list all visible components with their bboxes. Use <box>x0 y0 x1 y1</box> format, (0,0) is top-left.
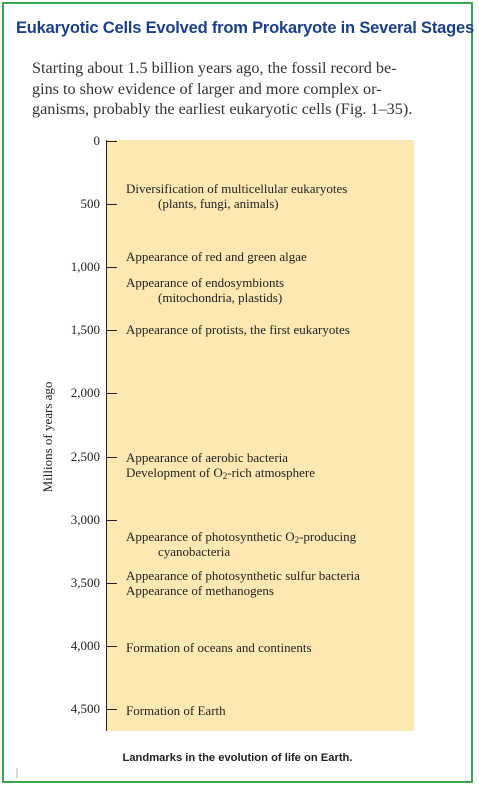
intro-line: Starting about 1.5 billion years ago, the fossil record be- <box>32 59 397 77</box>
axis-tick-label: 1,500 <box>70 322 100 337</box>
axis-tick <box>106 709 117 710</box>
event-label: Appearance of endosymbionts <box>126 275 285 290</box>
axis-tick-label: 2,000 <box>70 385 100 400</box>
timeline-event <box>126 568 360 583</box>
axis-tick <box>106 583 117 584</box>
axis-tick <box>106 520 117 521</box>
axis-tick <box>106 457 117 458</box>
axis-tick-label: 4,000 <box>70 638 100 653</box>
axis-tick-label: 3,500 <box>70 575 100 590</box>
event-label: Development of $O_2$-rich atmosphere <box>126 465 315 481</box>
timeline-event <box>126 703 226 718</box>
event-label: Appearance of photosynthetic sulfur bacteria <box>126 568 360 583</box>
event-label: Appearance of methanogens <box>126 583 274 598</box>
axis-tick-label: 4,500 <box>70 701 100 716</box>
event-sublabel: (plants, fungi, animals) <box>158 196 279 211</box>
timeline-event <box>126 249 307 264</box>
timeline-event <box>126 640 312 655</box>
event-label: Formation of Earth <box>126 703 226 718</box>
axis-tick <box>106 330 117 331</box>
event-label: Appearance of aerobic bacteria <box>126 450 289 465</box>
event-label: Appearance of red and green algae <box>126 249 307 264</box>
intro-paragraph <box>32 58 452 120</box>
axis-tick-label: 1,000 <box>70 259 100 274</box>
axis-tick-label: 3,000 <box>70 512 100 527</box>
axis-tick <box>106 267 117 268</box>
figure-caption: Landmarks in the evolution of life on Earth. <box>122 752 353 764</box>
timeline-event <box>126 465 315 480</box>
timeline-event <box>126 583 274 598</box>
event-label: Appearance of protists, the first eukaryotes <box>126 322 350 337</box>
axis-tick <box>106 204 117 205</box>
timeline-event <box>126 322 350 337</box>
page-marker <box>16 768 18 778</box>
timeline-event <box>126 181 347 211</box>
timeline-axis <box>106 140 107 731</box>
intro-line: gins to show evidence of larger and more complex or- <box>32 79 382 98</box>
axis-title: Millions of years ago <box>40 381 55 493</box>
timeline-event <box>126 450 288 465</box>
axis-tick-label: 500 <box>80 196 100 211</box>
axis-tick-label: 2,500 <box>70 449 100 464</box>
axis-tick <box>106 646 117 647</box>
axis-tick <box>106 141 117 142</box>
event-label: Diversification of multicellular eukaryotes <box>126 181 348 196</box>
intro-line: ganisms, probably the earliest eukaryotic cells (Fig. 1–35). <box>32 100 413 118</box>
timeline-event <box>126 275 284 305</box>
axis-tick <box>106 393 117 394</box>
event-label: Formation of oceans and continents <box>126 640 312 655</box>
event-sublabel: (mitochondria, plastids) <box>158 290 283 305</box>
figure-title: Eukaryotic Cells Evolved from Prokaryote in Several Stages <box>16 19 474 37</box>
axis-tick-label: 0 <box>93 133 100 148</box>
event-label: Appearance of photosynthetic $O_2$-producing <box>126 529 357 545</box>
event-sublabel: cyanobacteria <box>158 544 231 559</box>
timeline-event <box>126 529 356 559</box>
